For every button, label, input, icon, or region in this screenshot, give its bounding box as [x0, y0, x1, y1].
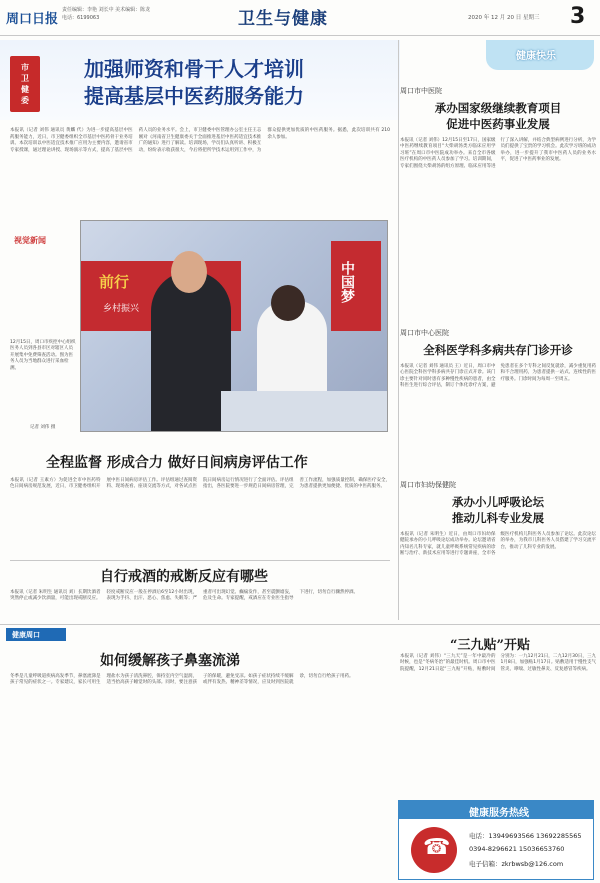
right-story-1 — [400, 84, 596, 288]
story-headline: 全科医学科多病共存门诊开诊 — [423, 343, 573, 357]
phone-icon — [411, 827, 457, 873]
editor-line: 责任编辑：李艳 刘长中 美术编辑：陈龙 — [62, 7, 151, 13]
health-badge: 健康快乐 — [486, 40, 594, 70]
visual-news-tag: 视觉新闻 — [14, 236, 46, 245]
section-divider — [0, 624, 600, 625]
story-body: 本报讯（记者 刘伟）12月15日至17日，国家级中医药继续教育项目“大柴胡汤类方临床应用学习班”在周口市中医院成功举办。来自全市各级医疗机构的中医药人员参加了学习。培训期间，专家们围绕大柴胡汤的组方原理、临床应用等进行了深入讲解，并结合典型病例进行分析，为学员们提供了宝贵的学习机会。此次学习班的成功举办，进一步提升了我市中医药人员的业务水平，促进了中医药事业的发展。 — [400, 138, 596, 169]
row-divider — [10, 560, 390, 561]
hotline-title: 健康服务热线 — [399, 801, 593, 819]
photo-table — [221, 391, 388, 432]
lead-section-tag: 市 卫 健 委 — [10, 56, 40, 112]
story-kicker: 周口市妇幼保健院 — [400, 481, 456, 489]
hotline-email: 电子信箱：zkrbwsb@126.com — [469, 860, 564, 868]
column-divider — [398, 40, 399, 620]
story-body: 本报讯（记者 朱明生）近日，由周口市妇幼保健院承办的小儿呼吸论坛成功举办。论坛邀请省内知名儿科专家，就儿童呼吸系统常见疾病的诊断与治疗、新技术应用等进行专题讲座，全市各级医疗机构儿科医务人员参加了论坛。此次论坛的举办，为我市儿科医务人员搭建了学习交流平台，推动了儿科专业的发展。 — [400, 532, 596, 557]
hotline-phone: 电话：13949693566 13692285565 — [469, 832, 582, 840]
health-zhoukou-tab: 健康周口 — [6, 628, 66, 641]
masthead — [0, 0, 600, 36]
story-body: 本报讯（记者 刘伟 通讯员 王）近日，周口市中心医院全科医学科多病共存门诊正式开诊。该门诊主要针对同时患有多种慢性疾病的患者，由全科医生进行综合评估，制订个体化诊疗方案，避免患者在多个专科之间反复就诊，减少重复用药和不合理用药，为患者提供一站式、连续性的医疗服务。门诊时间为每周一至周五。 — [400, 364, 596, 389]
photo-credit: 记者 刘伟 摄 — [30, 425, 56, 430]
right-story-3 — [400, 478, 596, 642]
story7-headline: “三九贴”开贴 — [450, 638, 530, 653]
photo-person-man — [151, 271, 231, 432]
story-kicker: 周口市中医院 — [400, 87, 442, 95]
story-kicker: 周口市中心医院 — [400, 329, 449, 337]
lead-headline: 加强师资和骨干人才培训 提高基层中医药服务能力 — [84, 57, 304, 108]
story3-headline: 自行戒酒的戒断反应有哪些 — [100, 569, 268, 585]
photo-person-head — [171, 251, 207, 293]
hotline-phone-2: 0394-8296621 15036653760 — [469, 845, 565, 853]
section-title: 卫生与健康 — [238, 9, 328, 29]
photo-nurse-head — [271, 285, 305, 321]
newspaper-logo: 周口日报 — [6, 12, 59, 27]
editor-meta — [62, 6, 242, 22]
photo-wall-sign: 中国梦 — [331, 241, 381, 331]
story7-body: 本报讯（记者 刘伟）“三九天”是一年中最冷的时候，也是“冬病冬治”的最佳时机。周口市中医院提醒，12月21日起“三九贴”开贴，贴敷时间分别为：一九12月21日，二九12月30日，三九1月8日，加强贴1月17日。贴敷适用于慢性支气管炎、哮喘、过敏性鼻炎、反复感冒等疾病。 — [400, 654, 596, 672]
news-photo — [80, 220, 388, 432]
lead-body: 本报讯（记者 刘伟 通讯员 黄麟 代）为进一步提高基层中医药服务能力，近日，市卫健委组织全市基层中医药骨干业务培训。本次培训以中医适宜技术推广应用为主要内容，邀请省市专家授课，通过理论讲授、现场演示等方式，提高了基层中医药人员的业务水平。会上，市卫健委中医管理办公室主任王志刚对《河南省卫生健康委关于全面推进基层中医药适宜技术推广的通知》进行了解读。培训现场，学员们认真听讲、积极互动，纷纷表示收获很大，今后将把所学技术运用到工作中，为群众提供更加优质的中医药服务。据悉，此次培训共有 210 余人参加。 — [10, 128, 390, 153]
right-story-2 — [400, 326, 596, 464]
story-headline: 承办国家级继续教育项目 促进中医药事业发展 — [434, 101, 562, 131]
story3-body: 本报讯（记者 朱明生 通讯员 刘）长期饮酒者突然停止或减少饮酒量，可能出现戒断反应。轻度戒断反应一般在停酒后6至12小时出现，表现为手抖、出汗、恶心、焦虑、失眠等；严重者可出现幻觉、癫痫发作，甚至震颤谵妄，危及生命。专家提醒，戒酒应在专业医生指导下进行，切勿自行骤然停酒。 — [10, 590, 358, 602]
phone-line: 电话：6199063 — [62, 15, 100, 21]
health-hotline-box — [398, 800, 594, 880]
photo-banner: 前行 乡村振兴 — [81, 261, 241, 331]
story2-headline: 全程监督 形成合力 做好日间病房评估工作 — [46, 455, 308, 471]
issue-date: 2020 年 12 月 20 日 星期三 — [468, 15, 540, 21]
page-number: 3 — [570, 4, 586, 29]
story2-body: 本报讯（记者 王素方）为促进全市中医药特色日间病房规范发展，近日，市卫健委组织开展中医日间病房评估工作。评估组通过查阅资料、现场查看、座谈交流等方式，对各试点医院日间病房运行情况进行了全面评估。评估组指出，各医院要进一步规范日间病房管理，完善工作流程，加强质量控制，确保医疗安全，为患者提供更加便捷、优质的中医药服务。 — [10, 478, 390, 490]
story6-body: 冬季是儿童呼吸道疾病高发季节，鼻塞流涕是孩子常见的症状之一。专家建议，家长可用生理盐水为孩子清洗鼻腔，保持室内空气湿润，适当抬高孩子睡觉时的头部。同时，要注意孩子的保暖，避免受凉。如孩子症状持续不缓解或伴有发热、精神差等情况，应及时到医院就诊，切勿自行给孩子用药。 — [10, 674, 354, 686]
story6-headline: 如何缓解孩子鼻塞流涕 — [100, 653, 240, 669]
story-headline: 承办小儿呼吸论坛 推动儿科专业发展 — [452, 495, 544, 525]
photo-caption: 12月15日，周口市疾控中心组织医务人员到各县市区对辖区人员开展集中免费筛查活动。图为医务人员为当地群众进行采血检测。 — [10, 340, 76, 371]
